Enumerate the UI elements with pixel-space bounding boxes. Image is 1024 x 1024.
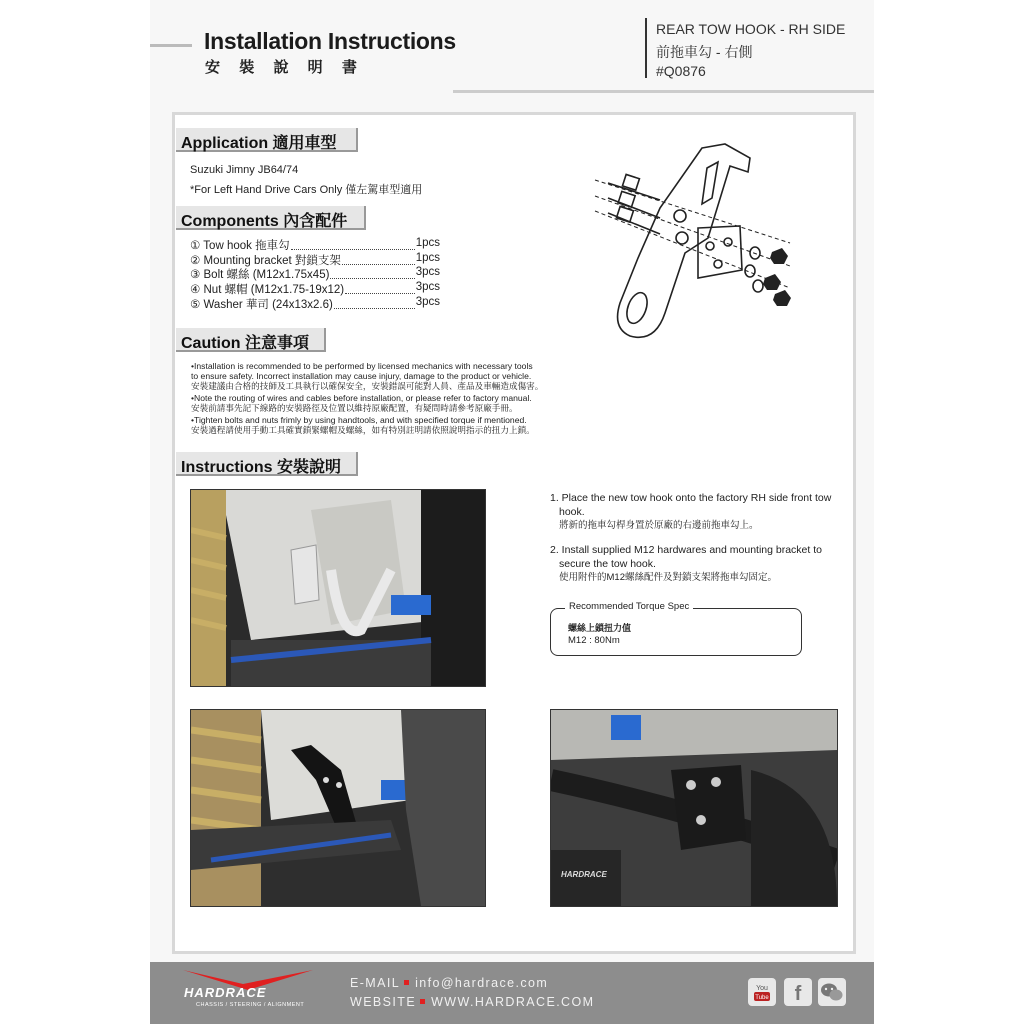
website-label: WEBSITE (350, 995, 417, 1009)
component-qty: 1pcs (415, 237, 440, 249)
footer-email (350, 976, 548, 990)
step-1-text-zh: 將新的拖車勾桿身置於原廠的右邊前拖車勾上。 (559, 520, 759, 531)
leader-dots (334, 296, 415, 309)
header-rule-right (453, 90, 874, 93)
torque-spec-value: M12 : 80Nm (568, 635, 620, 646)
header-rule-left (150, 44, 192, 47)
leader-dots (291, 237, 415, 250)
part-number: #Q0876 (656, 63, 706, 79)
svg-text:f: f (794, 983, 802, 1003)
step-2 (550, 543, 822, 585)
wechat-icon[interactable] (818, 978, 846, 1006)
caution-line: •Note the routing of wires and cables before installation, or please refer to factory manual. (191, 393, 532, 403)
bullet-square (420, 999, 425, 1004)
component-item-5 (190, 296, 440, 312)
step-1-text-cont: hook. (559, 506, 585, 518)
step-1-text: 1. Place the new tow hook onto the factory RH side front tow (550, 492, 832, 504)
component-qty: 3pcs (415, 281, 440, 293)
caution-line: to ensure safety. Incorrect installation may cause injury, damage to the product or vehicle. (191, 371, 532, 381)
caution-line: •Installation is recommended to be performed by licensed mechanics with necessary tools (191, 361, 533, 371)
step-2-text-zh: 使用附件的M12螺絲配件及對鎖支架將拖車勾固定。 (559, 572, 777, 583)
tow-hook-outline (618, 144, 750, 337)
caution-line: 安裝過程請使用手動工具確實鎖緊螺帽及螺絲，如有特別註明請依照說明指示的扭力上鎖。 (191, 425, 535, 435)
component-name: ③ Bolt 螺絲 (M12x1.75x45) (190, 269, 330, 281)
component-name: ④ Nut 螺帽 (M12x1.75-19x12) (190, 284, 345, 296)
caution-line: 安裝前請事先記下線路的安裝路徑及位置以維持原廠配置，有疑問時請參考原廠手冊。 (191, 403, 518, 413)
install-photo-1 (190, 489, 486, 687)
mounting-bracket-outline (698, 226, 742, 278)
application-note: *For Left Hand Drive Cars Only 僅左駕車型適用 (190, 184, 423, 196)
torque-spec-title: Recommended Torque Spec (565, 601, 693, 612)
photo-watermark: HARDRACE (561, 870, 607, 879)
component-qty: 3pcs (415, 296, 440, 308)
caution-line: 安裝建議由合格的技師及工具執行以確保安全，安裝錯誤可能對人員、產品及車輛造成傷害。 (191, 381, 544, 391)
step-2-text-cont: secure the tow hook. (559, 558, 656, 570)
section-instructions-heading: Instructions 安裝說明 (176, 452, 358, 476)
parts-diagram (590, 138, 810, 348)
caution-line: •Tighten bolts and nuts frimly by using handtools, and with specified torque if mentioned. (191, 415, 527, 425)
component-item-3 (190, 266, 440, 282)
brand-logo-text: HARDRACE (184, 985, 267, 1000)
email-link[interactable]: info@hardrace.com (415, 976, 549, 990)
component-item-1 (190, 237, 440, 253)
footer-website (350, 995, 594, 1009)
svg-text:You: You (756, 985, 768, 992)
page-subtitle: 安 裝 說 明 書 (205, 58, 364, 76)
page-title: Installation Instructions (204, 28, 456, 54)
nut-2 (763, 274, 781, 290)
header-divider (645, 18, 647, 78)
install-photo-3 (550, 709, 838, 907)
component-name: ① Tow hook 拖車勾 (190, 240, 290, 252)
step-1 (550, 491, 831, 533)
section-components-heading: Components 內含配件 (176, 206, 366, 230)
svg-text:Tube: Tube (755, 995, 769, 1001)
facebook-icon[interactable] (784, 978, 812, 1006)
brand-tagline: CHASSIS / STEERING / ALIGNMENT (196, 1002, 305, 1008)
product-name-zh: 前拖車勾 - 右側 (656, 44, 753, 60)
torque-spec-label: 螺絲上鎖扭力值 (568, 623, 632, 633)
install-photo-2 (190, 709, 486, 907)
component-name: ② Mounting bracket 對鎖支架 (190, 255, 341, 267)
nut-3 (773, 290, 791, 306)
bullet-square (404, 980, 409, 985)
component-qty: 3pcs (415, 266, 440, 278)
nut-1 (770, 248, 788, 264)
application-vehicle: Suzuki Jimny JB64/74 (190, 164, 299, 176)
product-name: REAR TOW HOOK - RH SIDE (656, 21, 846, 37)
section-caution-heading: Caution 注意事項 (176, 328, 326, 352)
leader-dots (342, 252, 415, 265)
component-item-4 (190, 281, 440, 297)
step-2-text: 2. Install supplied M12 hardwares and mounting bracket to (550, 544, 822, 556)
leader-dots (330, 266, 414, 279)
leader-dots (345, 281, 415, 294)
hook-eye (623, 290, 651, 326)
component-qty: 1pcs (415, 252, 440, 264)
website-link[interactable]: WWW.HARDRACE.COM (431, 995, 595, 1009)
component-name: ⑤ Washer 華司 (24x13x2.6) (190, 299, 333, 311)
email-label: E-MAIL (350, 976, 401, 990)
youtube-icon[interactable] (748, 978, 776, 1006)
section-application-heading: Application 適用車型 (176, 128, 358, 152)
